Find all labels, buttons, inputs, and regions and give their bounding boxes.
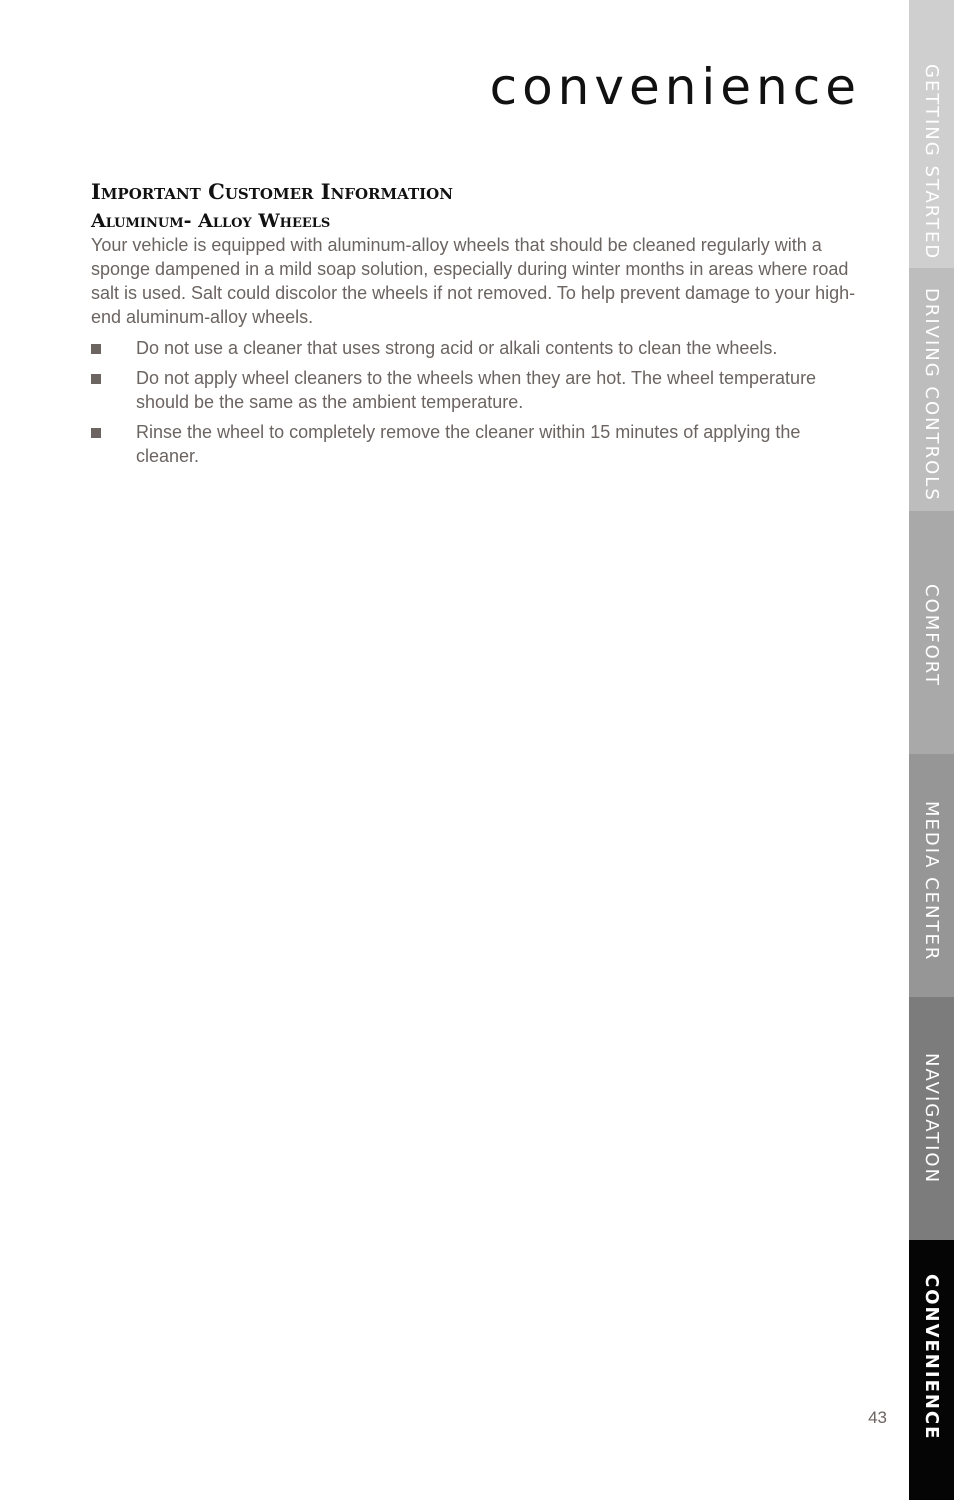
subsection-heading: Aluminum- Alloy Wheels	[91, 210, 331, 232]
list-item	[91, 420, 863, 468]
section-heading: Important Customer Information	[91, 179, 453, 204]
square-bullet-icon	[91, 428, 101, 438]
tab-label: NAVIGATION	[921, 1053, 942, 1185]
main-content	[91, 178, 863, 474]
tab-label: COMFORT	[921, 584, 942, 687]
page-title: convenience	[489, 58, 861, 116]
tab-comfort[interactable]	[909, 511, 954, 754]
tab-media-center[interactable]	[909, 754, 954, 997]
section-tabs	[909, 0, 954, 1500]
tab-driving-controls[interactable]	[909, 268, 954, 511]
page-number: 43	[868, 1408, 887, 1427]
list-item	[91, 366, 863, 414]
list-item-text: Do not use a cleaner that uses strong acid or alkali contents to clean the wheels.	[136, 338, 778, 358]
intro-paragraph: Your vehicle is equipped with aluminum-alloy wheels that should be cleaned regularly with a sponge dampened in a mild soap solution, especially during winter months in areas where road salt is used. Salt could discolor the wheels if not removed. To help prevent damage to your high-end aluminum-alloy wheels.	[91, 235, 856, 327]
tab-label: DRIVING CONTROLS	[921, 288, 942, 502]
list-item	[91, 336, 863, 360]
square-bullet-icon	[91, 374, 101, 384]
tab-label: CONVENIENCE	[921, 1274, 942, 1441]
list-item-text: Do not apply wheel cleaners to the wheels when they are hot. The wheel temperature should be the same as the ambient temperature.	[136, 368, 817, 412]
list-item-text: Rinse the wheel to completely remove the cleaner within 15 minutes of applying the cleaner.	[136, 422, 801, 466]
tab-label: GETTING STARTED	[921, 64, 942, 261]
bullet-list	[91, 336, 863, 468]
tab-getting-started[interactable]	[909, 0, 954, 268]
tab-label: MEDIA CENTER	[921, 801, 942, 962]
square-bullet-icon	[91, 344, 101, 354]
tab-navigation[interactable]	[909, 997, 954, 1240]
tab-convenience[interactable]	[909, 1240, 954, 1500]
